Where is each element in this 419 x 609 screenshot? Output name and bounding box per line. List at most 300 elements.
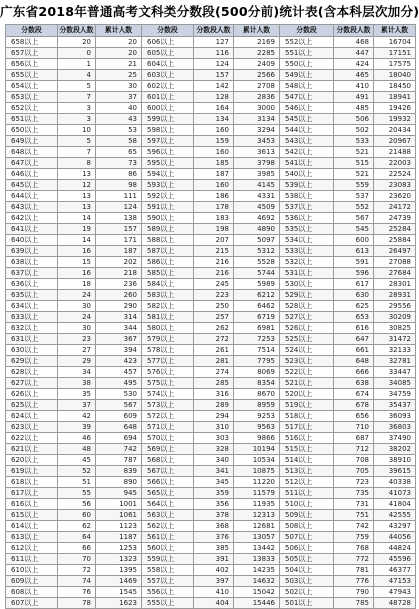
cumulative-count-cell: 5744 <box>234 268 280 279</box>
score-range-cell: 523以上 <box>280 356 334 367</box>
score-range-cell: 611以上 <box>6 554 58 565</box>
cumulative-count-cell: 8670 <box>234 389 280 400</box>
cumulative-count-cell: 1623 <box>96 598 142 609</box>
cumulative-count-cell: 44056 <box>374 532 416 543</box>
range-count-cell: 215 <box>194 246 234 257</box>
score-range-cell: 576以上 <box>142 367 194 378</box>
range-count-cell: 491 <box>334 92 374 103</box>
range-count-cell: 5 <box>58 81 96 92</box>
table-row <box>6 301 416 312</box>
table-row <box>6 554 416 565</box>
score-range-cell: 546以上 <box>280 103 334 114</box>
cumulative-count-cell: 6462 <box>234 301 280 312</box>
score-range-cell: 503以上 <box>280 576 334 587</box>
range-count-cell: 289 <box>194 400 234 411</box>
score-range-cell: 594以上 <box>142 169 194 180</box>
score-range-cell: 544以上 <box>280 125 334 136</box>
cumulative-count-cell: 1001 <box>96 499 142 510</box>
cumulative-count-cell: 236 <box>96 279 142 290</box>
score-range-cell: 549以上 <box>280 70 334 81</box>
range-count-cell: 16 <box>58 246 96 257</box>
cumulative-count-cell: 31472 <box>374 334 416 345</box>
score-range-cell: 542以上 <box>280 147 334 158</box>
range-count-cell: 0 <box>58 48 96 59</box>
cumulative-count-cell: 187 <box>96 246 142 257</box>
score-range-cell: 608以上 <box>6 587 58 598</box>
score-range-cell: 519以上 <box>280 400 334 411</box>
range-count-cell: 781 <box>334 565 374 576</box>
score-range-cell: 539以上 <box>280 180 334 191</box>
score-range-cell: 521以上 <box>280 378 334 389</box>
range-count-cell: 567 <box>334 213 374 224</box>
score-range-cell: 640以上 <box>6 235 58 246</box>
score-range-cell: 570以上 <box>142 433 194 444</box>
cumulative-count-cell: 260 <box>96 290 142 301</box>
cumulative-count-cell: 4692 <box>234 213 280 224</box>
score-range-cell: 630以上 <box>6 345 58 356</box>
range-count-cell: 12 <box>58 180 96 191</box>
score-range-cell: 534以上 <box>280 235 334 246</box>
score-range-cell: 655以上 <box>6 70 58 81</box>
range-count-cell: 13 <box>58 202 96 213</box>
range-count-cell: 742 <box>334 521 374 532</box>
range-count-cell: 625 <box>334 301 374 312</box>
score-range-cell: 613以上 <box>6 532 58 543</box>
cumulative-count-cell: 138 <box>96 213 142 224</box>
table-row <box>6 136 416 147</box>
cumulative-count-cell: 8354 <box>234 378 280 389</box>
score-range-cell: 529以上 <box>280 290 334 301</box>
table-row <box>6 444 416 455</box>
cumulative-count-cell: 18040 <box>374 70 416 81</box>
range-count-cell: 281 <box>194 356 234 367</box>
score-range-cell: 590以上 <box>142 213 194 224</box>
score-range-cell: 517以上 <box>280 422 334 433</box>
cumulative-count-cell: 4509 <box>234 202 280 213</box>
table-row <box>6 499 416 510</box>
range-count-cell: 712 <box>334 444 374 455</box>
cumulative-count-cell: 20 <box>96 37 142 48</box>
table-row <box>6 378 416 389</box>
range-count-cell: 39 <box>58 422 96 433</box>
score-range-cell: 614以上 <box>6 521 58 532</box>
cumulative-count-cell: 2169 <box>234 37 280 48</box>
cumulative-count-cell: 40 <box>96 103 142 114</box>
cumulative-count-cell: 73 <box>96 158 142 169</box>
score-range-cell: 501以上 <box>280 598 334 609</box>
cumulative-count-cell: 17575 <box>374 59 416 70</box>
range-count-cell: 759 <box>334 532 374 543</box>
score-range-cell: 645以上 <box>6 180 58 191</box>
cumulative-count-cell: 14632 <box>234 576 280 587</box>
score-range-cell: 541以上 <box>280 158 334 169</box>
cumulative-count-cell: 58 <box>96 136 142 147</box>
cumulative-count-cell: 5097 <box>234 235 280 246</box>
table-row <box>6 279 416 290</box>
score-range-cell: 649以上 <box>6 136 58 147</box>
score-range-cell: 571以上 <box>142 422 194 433</box>
score-range-cell: 642以上 <box>6 213 58 224</box>
score-range-cell: 565以上 <box>142 488 194 499</box>
score-range-cell: 643以上 <box>6 202 58 213</box>
score-range-cell: 598以上 <box>142 125 194 136</box>
score-range-cell: 522以上 <box>280 367 334 378</box>
cumulative-count-cell: 5528 <box>234 257 280 268</box>
score-range-cell: 508以上 <box>280 521 334 532</box>
cumulative-count-cell: 24739 <box>374 213 416 224</box>
score-range-cell: 547以上 <box>280 92 334 103</box>
range-count-cell: 186 <box>194 191 234 202</box>
range-count-cell: 142 <box>194 81 234 92</box>
cumulative-count-cell: 30825 <box>374 323 416 334</box>
table-row <box>6 367 416 378</box>
range-count-cell: 4 <box>58 70 96 81</box>
cumulative-count-cell: 8959 <box>234 400 280 411</box>
range-count-cell: 38 <box>58 378 96 389</box>
score-range-cell: 647以上 <box>6 158 58 169</box>
table-row <box>6 345 416 356</box>
cumulative-count-cell: 37490 <box>374 433 416 444</box>
score-range-cell: 577以上 <box>142 356 194 367</box>
range-count-cell: 178 <box>194 202 234 213</box>
range-count-cell: 772 <box>334 554 374 565</box>
range-count-cell: 34 <box>58 367 96 378</box>
table-row <box>6 158 416 169</box>
cumulative-count-cell: 18450 <box>374 81 416 92</box>
range-count-cell: 48 <box>58 444 96 455</box>
range-count-cell: 376 <box>194 532 234 543</box>
score-range-cell: 574以上 <box>142 389 194 400</box>
cumulative-count-cell: 19426 <box>374 103 416 114</box>
table-row <box>6 180 416 191</box>
range-count-cell: 404 <box>194 598 234 609</box>
score-range-cell: 525以上 <box>280 334 334 345</box>
score-range-cell: 537以上 <box>280 202 334 213</box>
score-range-cell: 507以上 <box>280 532 334 543</box>
score-range-cell: 563以上 <box>142 510 194 521</box>
cumulative-count-cell: 648 <box>96 422 142 433</box>
range-count-cell: 52 <box>58 466 96 477</box>
cumulative-count-cell: 2409 <box>234 59 280 70</box>
range-count-cell: 303 <box>194 433 234 444</box>
score-range-cell: 623以上 <box>6 422 58 433</box>
range-count-cell: 124 <box>194 59 234 70</box>
score-range-cell: 633以上 <box>6 312 58 323</box>
score-range-cell: 636以上 <box>6 279 58 290</box>
range-count-cell: 731 <box>334 499 374 510</box>
cumulative-count-cell: 19932 <box>374 114 416 125</box>
cumulative-count-cell: 314 <box>96 312 142 323</box>
score-range-cell: 588以上 <box>142 235 194 246</box>
score-range-cell: 585以上 <box>142 268 194 279</box>
range-count-cell: 368 <box>194 521 234 532</box>
score-range-cell: 580以上 <box>142 323 194 334</box>
cumulative-count-cell: 457 <box>96 367 142 378</box>
range-count-cell: 402 <box>194 565 234 576</box>
range-count-cell: 128 <box>194 92 234 103</box>
header-cumulative-2: 累计人数 <box>234 25 280 37</box>
cumulative-count-cell: 37 <box>96 92 142 103</box>
range-count-cell: 72 <box>58 565 96 576</box>
cumulative-count-cell: 18941 <box>374 92 416 103</box>
score-range-cell: 511以上 <box>280 488 334 499</box>
score-range-cell: 646以上 <box>6 169 58 180</box>
cumulative-count-cell: 4145 <box>234 180 280 191</box>
score-range-cell: 510以上 <box>280 499 334 510</box>
range-count-cell: 559 <box>334 180 374 191</box>
cumulative-count-cell: 86 <box>96 169 142 180</box>
score-range-cell: 532以上 <box>280 257 334 268</box>
range-count-cell: 18 <box>58 279 96 290</box>
range-count-cell: 64 <box>58 532 96 543</box>
score-range-cell: 520以上 <box>280 389 334 400</box>
cumulative-count-cell: 3294 <box>234 125 280 136</box>
range-count-cell: 521 <box>334 169 374 180</box>
score-table <box>5 24 416 609</box>
cumulative-count-cell: 30 <box>96 81 142 92</box>
range-count-cell: 340 <box>194 455 234 466</box>
range-count-cell: 3 <box>58 114 96 125</box>
cumulative-count-cell: 8069 <box>234 367 280 378</box>
cumulative-count-cell: 10194 <box>234 444 280 455</box>
score-range-cell: 536以上 <box>280 213 334 224</box>
score-range-cell: 526以上 <box>280 323 334 334</box>
score-range-cell: 527以上 <box>280 312 334 323</box>
score-range-cell: 586以上 <box>142 257 194 268</box>
score-range-cell: 626以上 <box>6 389 58 400</box>
table-row <box>6 235 416 246</box>
range-count-cell: 24 <box>58 312 96 323</box>
cumulative-count-cell: 1395 <box>96 565 142 576</box>
range-count-cell: 160 <box>194 125 234 136</box>
cumulative-count-cell: 36803 <box>374 422 416 433</box>
table-row <box>6 81 416 92</box>
range-count-cell: 27 <box>58 345 96 356</box>
range-count-cell: 502 <box>334 125 374 136</box>
range-count-cell: 391 <box>194 554 234 565</box>
score-range-cell: 629以上 <box>6 356 58 367</box>
cumulative-count-cell: 742 <box>96 444 142 455</box>
cumulative-count-cell: 39615 <box>374 466 416 477</box>
score-range-cell: 567以上 <box>142 466 194 477</box>
cumulative-count-cell: 23083 <box>374 180 416 191</box>
table-row <box>6 565 416 576</box>
cumulative-count-cell: 3134 <box>234 114 280 125</box>
header-range-count-2: 分数段人数 <box>194 25 234 37</box>
cumulative-count-cell: 21488 <box>374 147 416 158</box>
cumulative-count-cell: 2285 <box>234 48 280 59</box>
table-row <box>6 257 416 268</box>
range-count-cell: 78 <box>58 598 96 609</box>
range-count-cell: 30 <box>58 301 96 312</box>
score-range-cell: 600以上 <box>142 103 194 114</box>
cumulative-count-cell: 23620 <box>374 191 416 202</box>
range-count-cell: 410 <box>334 81 374 92</box>
table-row <box>6 422 416 433</box>
score-range-cell: 551以上 <box>280 48 334 59</box>
cumulative-count-cell: 33447 <box>374 367 416 378</box>
cumulative-count-cell: 22003 <box>374 158 416 169</box>
range-count-cell: 600 <box>334 235 374 246</box>
score-range-cell: 617以上 <box>6 488 58 499</box>
range-count-cell: 316 <box>194 389 234 400</box>
cumulative-count-cell: 367 <box>96 334 142 345</box>
cumulative-count-cell: 10875 <box>234 466 280 477</box>
cumulative-count-cell: 35437 <box>374 400 416 411</box>
table-row <box>6 92 416 103</box>
table-header-row <box>6 25 416 37</box>
score-range-cell: 641以上 <box>6 224 58 235</box>
range-count-cell: 55 <box>58 488 96 499</box>
score-range-cell: 556以上 <box>142 587 194 598</box>
range-count-cell: 7 <box>58 92 96 103</box>
cumulative-count-cell: 26497 <box>374 246 416 257</box>
range-count-cell: 159 <box>194 136 234 147</box>
score-range-cell: 504以上 <box>280 565 334 576</box>
range-count-cell: 42 <box>58 411 96 422</box>
cumulative-count-cell: 25884 <box>374 235 416 246</box>
score-range-cell: 569以上 <box>142 444 194 455</box>
cumulative-count-cell: 4331 <box>234 191 280 202</box>
score-range-cell: 593以上 <box>142 180 194 191</box>
range-count-cell: 14 <box>58 213 96 224</box>
cumulative-count-cell: 20967 <box>374 136 416 147</box>
range-count-cell: 245 <box>194 279 234 290</box>
cumulative-count-cell: 1061 <box>96 510 142 521</box>
score-range-cell: 578以上 <box>142 345 194 356</box>
score-range-cell: 605以上 <box>142 48 194 59</box>
table-row <box>6 114 416 125</box>
cumulative-count-cell: 28301 <box>374 279 416 290</box>
cumulative-count-cell: 9866 <box>234 433 280 444</box>
range-count-cell: 397 <box>194 576 234 587</box>
range-count-cell: 216 <box>194 257 234 268</box>
range-count-cell: 515 <box>334 158 374 169</box>
range-count-cell: 16 <box>58 268 96 279</box>
table-row <box>6 268 416 279</box>
score-range-cell: 604以上 <box>142 59 194 70</box>
cumulative-count-cell: 27684 <box>374 268 416 279</box>
score-range-cell: 575以上 <box>142 378 194 389</box>
cumulative-count-cell: 4890 <box>234 224 280 235</box>
range-count-cell: 653 <box>334 312 374 323</box>
range-count-cell: 37 <box>58 400 96 411</box>
range-count-cell: 785 <box>334 598 374 609</box>
cumulative-count-cell: 46377 <box>374 565 416 576</box>
score-range-cell: 627以上 <box>6 378 58 389</box>
range-count-cell: 537 <box>334 191 374 202</box>
cumulative-count-cell: 43 <box>96 114 142 125</box>
table-row <box>6 169 416 180</box>
score-range-cell: 592以上 <box>142 191 194 202</box>
score-range-cell: 597以上 <box>142 136 194 147</box>
table-row <box>6 213 416 224</box>
score-range-cell: 581以上 <box>142 312 194 323</box>
range-count-cell: 23 <box>58 334 96 345</box>
score-range-cell: 638以上 <box>6 257 58 268</box>
table-row <box>6 37 416 48</box>
cumulative-count-cell: 218 <box>96 268 142 279</box>
score-range-cell: 654以上 <box>6 81 58 92</box>
range-count-cell: 60 <box>58 510 96 521</box>
score-range-cell: 562以上 <box>142 521 194 532</box>
cumulative-count-cell: 34085 <box>374 378 416 389</box>
range-count-cell: 29 <box>58 356 96 367</box>
range-count-cell: 596 <box>334 268 374 279</box>
score-range-cell: 566以上 <box>142 477 194 488</box>
cumulative-count-cell: 53 <box>96 125 142 136</box>
cumulative-count-cell: 3798 <box>234 158 280 169</box>
table-row <box>6 477 416 488</box>
cumulative-count-cell: 13833 <box>234 554 280 565</box>
score-range-cell: 634以上 <box>6 301 58 312</box>
range-count-cell: 776 <box>334 576 374 587</box>
cumulative-count-cell: 16704 <box>374 37 416 48</box>
range-count-cell: 310 <box>194 422 234 433</box>
header-score-range-3: 分数段 <box>280 25 334 37</box>
cumulative-count-cell: 890 <box>96 477 142 488</box>
cumulative-count-cell: 2708 <box>234 81 280 92</box>
score-range-cell: 595以上 <box>142 158 194 169</box>
range-count-cell: 262 <box>194 323 234 334</box>
range-count-cell: 674 <box>334 389 374 400</box>
cumulative-count-cell: 3613 <box>234 147 280 158</box>
score-range-cell: 631以上 <box>6 334 58 345</box>
range-count-cell: 385 <box>194 543 234 554</box>
score-range-cell: 535以上 <box>280 224 334 235</box>
table-row <box>6 147 416 158</box>
score-range-cell: 628以上 <box>6 367 58 378</box>
cumulative-count-cell: 27088 <box>374 257 416 268</box>
cumulative-count-cell: 38202 <box>374 444 416 455</box>
cumulative-count-cell: 20434 <box>374 125 416 136</box>
score-range-cell: 591以上 <box>142 202 194 213</box>
range-count-cell: 66 <box>58 543 96 554</box>
score-range-cell: 579以上 <box>142 334 194 345</box>
cumulative-count-cell: 47153 <box>374 576 416 587</box>
range-count-cell: 187 <box>194 169 234 180</box>
range-count-cell: 328 <box>194 444 234 455</box>
cumulative-count-cell: 42555 <box>374 510 416 521</box>
cumulative-count-cell: 3000 <box>234 103 280 114</box>
score-range-cell: 656以上 <box>6 59 58 70</box>
range-count-cell: 647 <box>334 334 374 345</box>
cumulative-count-cell: 2566 <box>234 70 280 81</box>
range-count-cell: 70 <box>58 554 96 565</box>
score-range-cell: 650以上 <box>6 125 58 136</box>
range-count-cell: 533 <box>334 136 374 147</box>
table-row <box>6 411 416 422</box>
cumulative-count-cell: 3453 <box>234 136 280 147</box>
range-count-cell: 250 <box>194 301 234 312</box>
range-count-cell: 521 <box>334 147 374 158</box>
range-count-cell: 51 <box>58 477 96 488</box>
table-row <box>6 521 416 532</box>
cumulative-count-cell: 12681 <box>234 521 280 532</box>
range-count-cell: 30 <box>58 323 96 334</box>
score-range-cell: 516以上 <box>280 433 334 444</box>
table-row <box>6 312 416 323</box>
score-range-cell: 610以上 <box>6 565 58 576</box>
range-count-cell: 661 <box>334 345 374 356</box>
range-count-cell: 708 <box>334 455 374 466</box>
score-range-cell: 559以上 <box>142 554 194 565</box>
range-count-cell: 447 <box>334 48 374 59</box>
range-count-cell: 666 <box>334 367 374 378</box>
cumulative-count-cell: 423 <box>96 356 142 367</box>
range-count-cell: 20 <box>58 37 96 48</box>
cumulative-count-cell: 15446 <box>234 598 280 609</box>
